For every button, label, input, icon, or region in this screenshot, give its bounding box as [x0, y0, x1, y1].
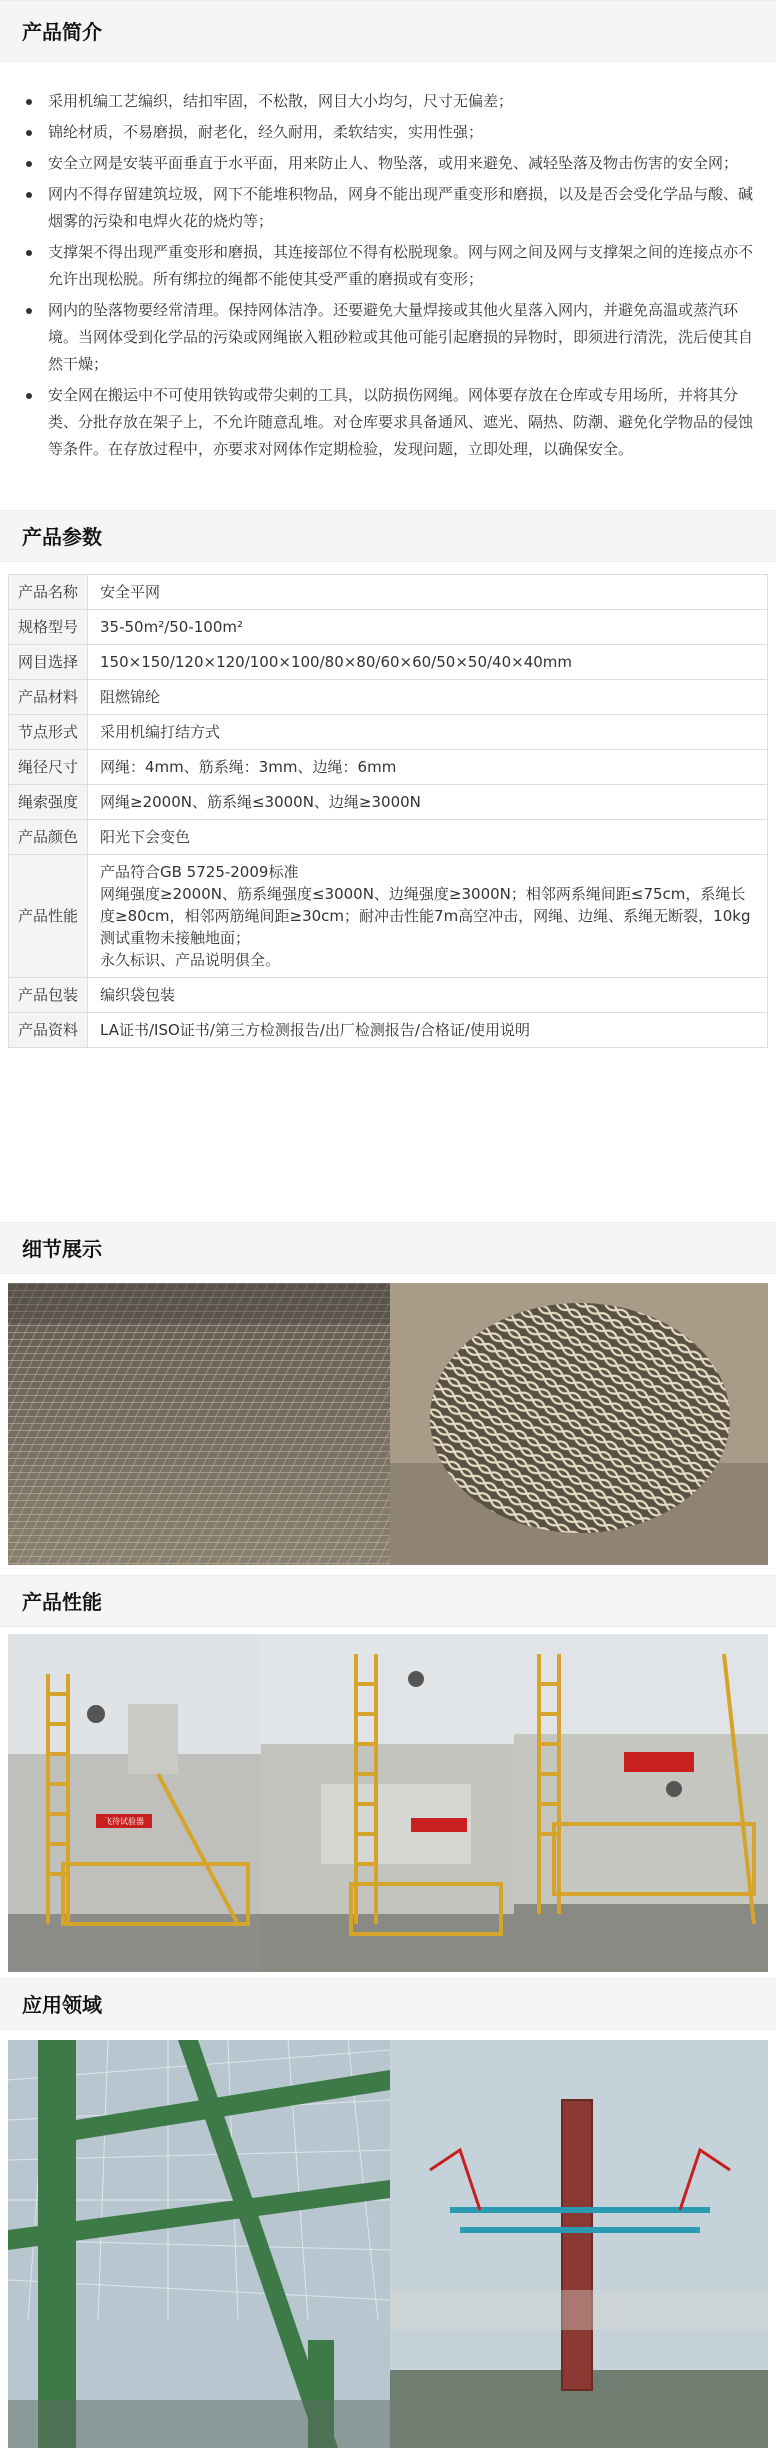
test-sign-text: 飞待试验器 — [104, 1817, 144, 1826]
param-value-line: 安全平网 — [100, 583, 161, 601]
param-value — [88, 855, 768, 978]
param-value-line: 产品符合GB 5725-2009标准 — [100, 863, 299, 881]
param-key: 网目选择 — [9, 645, 88, 680]
section-title-params: 产品参数 — [0, 510, 776, 562]
param-row — [9, 750, 768, 785]
param-value-line: 阳光下会变色 — [100, 828, 191, 846]
param-value-line: 35-50m²/50-100m² — [100, 618, 244, 636]
section-title-details: 细节展示 — [0, 1222, 776, 1274]
param-value-line: 采用机编打结方式 — [100, 723, 221, 741]
intro-item: 安全立网是安装平面垂直于水平面，用来防止人、物坠落，或用来避免、减轻坠落及物击伤害的安全网； — [22, 150, 762, 177]
param-row — [9, 785, 768, 820]
section-title-performance: 产品性能 — [0, 1575, 776, 1627]
section-title-intro: 产品简介 — [0, 0, 776, 62]
param-value-line: 网绳强度≥2000N、筋系绳强度≤3000N、边绳强度≥3000N；相邻两系绳间距≤75cm，系绳长度≥80cm，相邻两筋绳间距≥30cm；耐冲击性能7m高空冲击，网绳、边绳、系绳无断裂，10kg测试重物未接触地面； — [100, 885, 751, 947]
param-value-line: 编织袋包装 — [100, 986, 176, 1004]
param-row — [9, 575, 768, 610]
param-row — [9, 715, 768, 750]
param-row — [9, 680, 768, 715]
bridge-tower-photo — [390, 2040, 768, 2448]
param-value-line: 永久标识、产品说明俱全。 — [100, 951, 281, 969]
param-value-line: 网绳≥2000N、筋系绳≤3000N、边绳≥3000N — [100, 793, 421, 811]
param-key: 产品颜色 — [9, 820, 88, 855]
steel-structure-photo — [8, 2040, 390, 2448]
param-row — [9, 1013, 768, 1048]
param-row — [9, 855, 768, 978]
intro-list — [22, 88, 762, 467]
intro-item: 采用机编工艺编织，结扣牢固，不松散，网目大小均匀，尺寸无偏差； — [22, 88, 762, 115]
param-key: 产品材料 — [9, 680, 88, 715]
drop-test-photo-1 — [8, 1634, 261, 1972]
param-key: 产品资料 — [9, 1013, 88, 1048]
param-key: 绳径尺寸 — [9, 750, 88, 785]
param-value-line: 网绳：4mm、筋系绳：3mm、边绳：6mm — [100, 758, 397, 776]
param-key: 节点形式 — [9, 715, 88, 750]
drop-test-photo-3 — [514, 1634, 768, 1972]
param-value — [88, 680, 768, 715]
param-value — [88, 610, 768, 645]
net-roll-photo — [390, 1283, 768, 1565]
param-key: 产品性能 — [9, 855, 88, 978]
param-row — [9, 610, 768, 645]
param-value — [88, 645, 768, 680]
params-table — [8, 574, 768, 1048]
intro-item: 网内不得存留建筑垃圾，网下不能堆积物品，网身不能出现严重变形和磨损，以及是否会受化学品与酸、碱烟雾的污染和电焊火花的烧灼等； — [22, 181, 762, 235]
param-value — [88, 820, 768, 855]
intro-item: 锦纶材质，不易磨损，耐老化，经久耐用，柔软结实，实用性强； — [22, 119, 762, 146]
param-key: 绳索强度 — [9, 785, 88, 820]
param-value — [88, 1013, 768, 1048]
param-value — [88, 575, 768, 610]
param-value — [88, 978, 768, 1013]
param-value — [88, 785, 768, 820]
intro-item: 支撑架不得出现严重变形和磨损，其连接部位不得有松脱现象。网与网之间及网与支撑架之间的连接点亦不允许出现松脱。所有绑拉的绳都不能使其受严重的磨损或有变形； — [22, 239, 762, 293]
param-key: 产品名称 — [9, 575, 88, 610]
param-row — [9, 978, 768, 1013]
param-row — [9, 820, 768, 855]
drop-test-photo-2 — [261, 1634, 514, 1972]
param-row — [9, 645, 768, 680]
param-key: 规格型号 — [9, 610, 88, 645]
param-value — [88, 715, 768, 750]
param-value-line: LA证书/ISO证书/第三方检测报告/出厂检测报告/合格证/使用说明 — [100, 1021, 530, 1039]
intro-item: 网内的坠落物要经常清理。保持网体洁净。还要避免大量焊接或其他火星落入网内，并避免高温或蒸汽环境。当网体受到化学品的污染或网绳嵌入粗砂粒或其他可能引起磨损的异物时，即须进行清洗，洗后使其自然干燥； — [22, 297, 762, 378]
param-value-line: 阻燃锦纶 — [100, 688, 161, 706]
param-value-line: 150×150/120×120/100×100/80×80/60×60/50×50/40×40mm — [100, 653, 573, 671]
param-key: 产品包装 — [9, 978, 88, 1013]
net-ground-photo — [8, 1283, 390, 1565]
intro-item: 安全网在搬运中不可使用铁钩或带尖刺的工具，以防损伤网绳。网体要存放在仓库或专用场所，并将其分类、分批存放在架子上，不允许随意乱堆。对仓库要求具备通风、遮光、隔热、防潮、避免化学物品的侵蚀等条件。在存放过程中，亦要求对网体作定期检验，发现问题，立即处理，以确保安全。 — [22, 382, 762, 463]
section-title-applications: 应用领域 — [0, 1978, 776, 2030]
param-value — [88, 750, 768, 785]
